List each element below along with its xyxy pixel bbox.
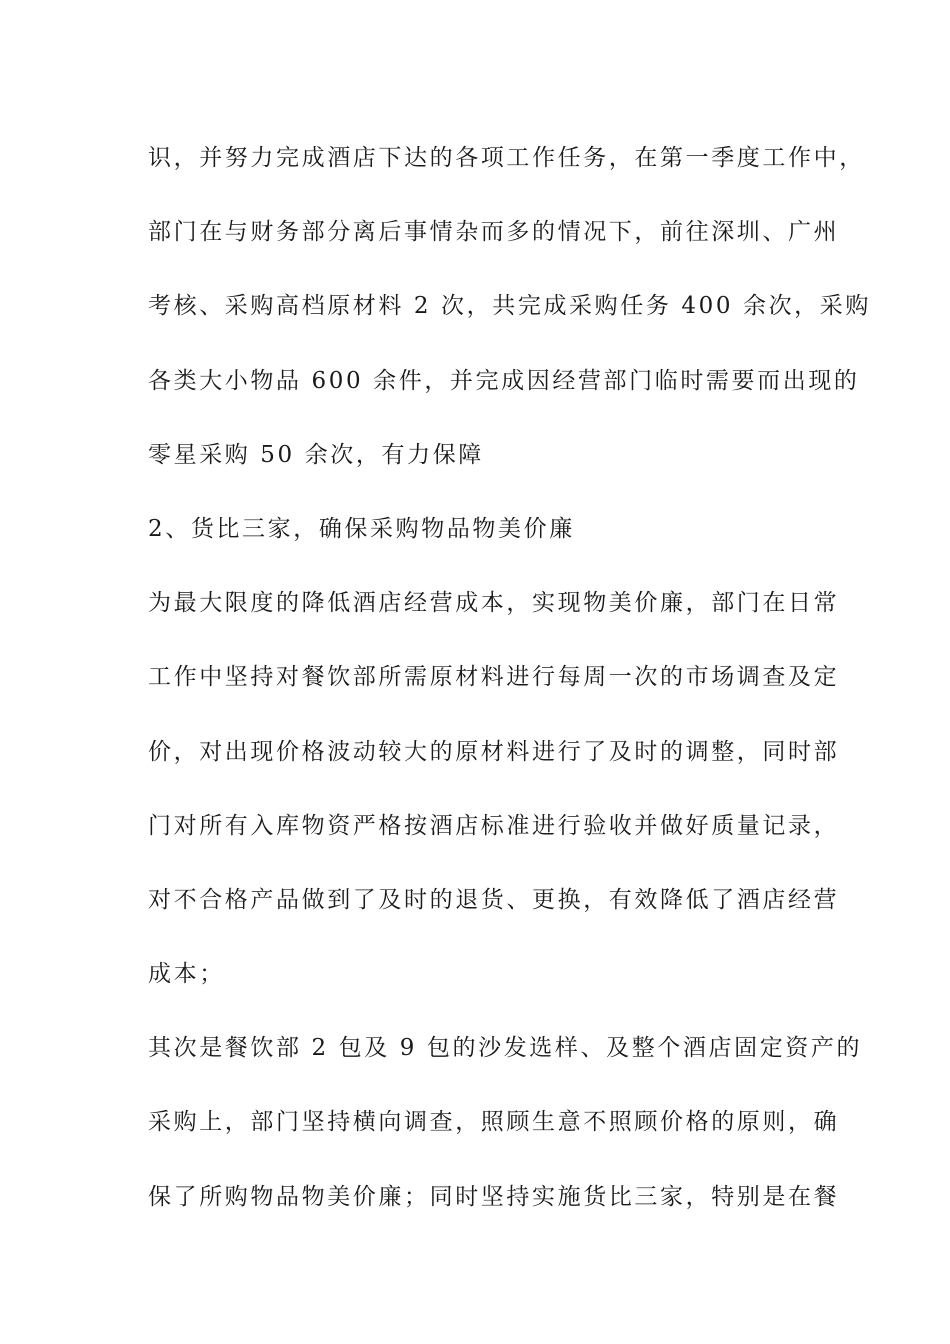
section-heading: 2、货比三家，确保采购物品物美价廉 bbox=[148, 515, 575, 542]
text-line: 其次是餐饮部 2 包及 9 包的沙发选样、及整个酒店固定资产的 bbox=[148, 1035, 863, 1062]
text-line: 采购上，部门坚持横向调查，照顾生意不照顾价格的原则，确 bbox=[148, 1109, 840, 1136]
text-line: 部门在与财务部分离后事情杂而多的情况下，前往深圳、广州 bbox=[148, 219, 840, 246]
text-line: 为最大限度的降低酒店经营成本，实现物美价廉，部门在日常 bbox=[148, 590, 840, 617]
text-line: 门对所有入库物资严格按酒店标准进行验收并做好质量记录， bbox=[148, 812, 840, 839]
text-line: 考核、采购高档原材料 2 次，共完成采购任务 400 余次，采购 bbox=[148, 293, 871, 320]
text-line: 各类大小物品 600 余件，并完成因经营部门临时需要而出现的 bbox=[148, 367, 860, 394]
document-body bbox=[148, 131, 871, 1244]
text-line: 对不合格产品做到了及时的退货、更换，有效降低了酒店经营 bbox=[148, 886, 840, 913]
text-line: 保了所购物品物美价廉；同时坚持实施货比三家，特别是在餐 bbox=[148, 1183, 840, 1210]
text-line: 工作中坚持对餐饮部所需原材料进行每周一次的市场调查及定 bbox=[148, 664, 840, 691]
text-line: 零星采购 50 余次，有力保障 bbox=[148, 441, 484, 468]
text-line: 识，并努力完成酒店下达的各项工作任务，在第一季度工作中， bbox=[148, 145, 865, 171]
text-line: 成本； bbox=[148, 961, 225, 988]
text-line: 价，对出现价格波动较大的原材料进行了及时的调整，同时部 bbox=[148, 738, 840, 765]
